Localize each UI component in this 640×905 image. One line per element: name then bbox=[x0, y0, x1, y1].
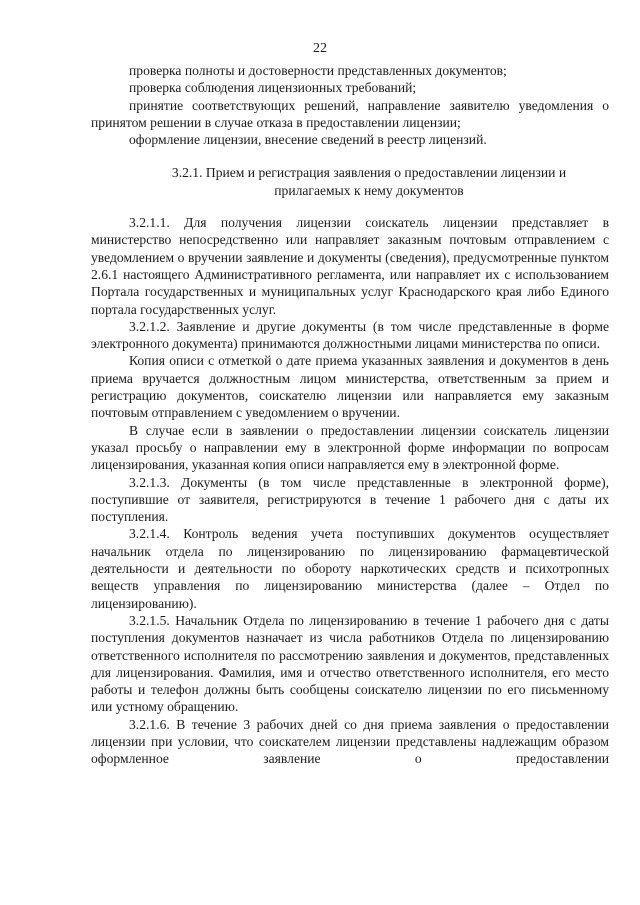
paragraph: В случае если в заявлении о предоставлении лицензии соискатель лицензии указал просьбу о направлении ему в электронной форме информации по вопросам лицензирования, указанная копия описи направляется ему в электронной форме. bbox=[91, 422, 609, 473]
document-body bbox=[91, 62, 609, 768]
paragraph: 3.2.1.5. Начальник Отдела по лицензированию в течение 1 рабочего дня с даты поступления документов назначает из числа работников Отдела по лицензированию ответственного исполнителя по рассмотрению заявления и документов, представленных для лицензирования. Фамилия, имя и отчество ответственного исполнителя, его место работы и телефон должны быть сообщены соискателю лицензии по его письменному или устному обращению. bbox=[91, 612, 609, 715]
intro-item: проверка полноты и достоверности представленных документов; bbox=[129, 63, 507, 78]
paragraph: 3.2.1.2. Заявление и другие документы (в том числе представленные в форме электронного документа) принимаются должностными лицами министерства по описи. bbox=[91, 318, 609, 352]
intro-item: принятие соответствующих решений, направление заявителю уведомления о принятом решении в случае отказа в предоставлении лицензии; bbox=[91, 97, 609, 130]
intro-item: оформление лицензии, внесение сведений в реестр лицензий. bbox=[129, 132, 487, 148]
paragraph: 3.2.1.3. Документы (в том числе представленные в электронной форме), поступившие от заявителя, регистрируются в течение 1 рабочего дня с даты их поступления. bbox=[91, 474, 609, 525]
page-number: 22 bbox=[313, 41, 327, 56]
section-heading: 3.2.1. Прием и регистрация заявления о предоставлении лицензии и прилагаемых к нему документов bbox=[171, 165, 567, 198]
paragraph: 3.2.1.4. Контроль ведения учета поступивших документов осуществляет начальник отдела по лицензированию по лицензированию фармацевтической деятельности и деятельности по обороту наркотических средств и психотропных веществ управления по лицензированию министерства (далее – Отдел по лицензированию). bbox=[91, 526, 609, 611]
intro-item: проверка соблюдения лицензионных требований; bbox=[129, 80, 417, 96]
paragraph: 3.2.1.6. В течение 3 рабочих дней со дня приема заявления о предоставлении лицензии при условии, что соискателем лицензии представлены надлежащим образом оформленное заявление о предоставлении bbox=[91, 716, 609, 767]
paragraph: Копия описи с отметкой о дате приема указанных заявления и документов в день приема вручается должностным лицом министерства, ответственным за прием и регистрацию документов, соискателю лицензии или направляется ему заказным почтовым отправлением с уведомлением о вручении. bbox=[91, 353, 609, 421]
paragraph: 3.2.1.1. Для получения лицензии соискатель лицензии представляет в министерство непосредственно или направляет заказным почтовым отправлением с уведомлением о вручении заявление и документы (сведения), предусмотренные пунктом 2.6.1 настоящего Административного регламента, или направляет их с использованием Портала государственных и муниципальных услуг Краснодарского края либо Единого портала государственных услуг. bbox=[91, 215, 609, 317]
